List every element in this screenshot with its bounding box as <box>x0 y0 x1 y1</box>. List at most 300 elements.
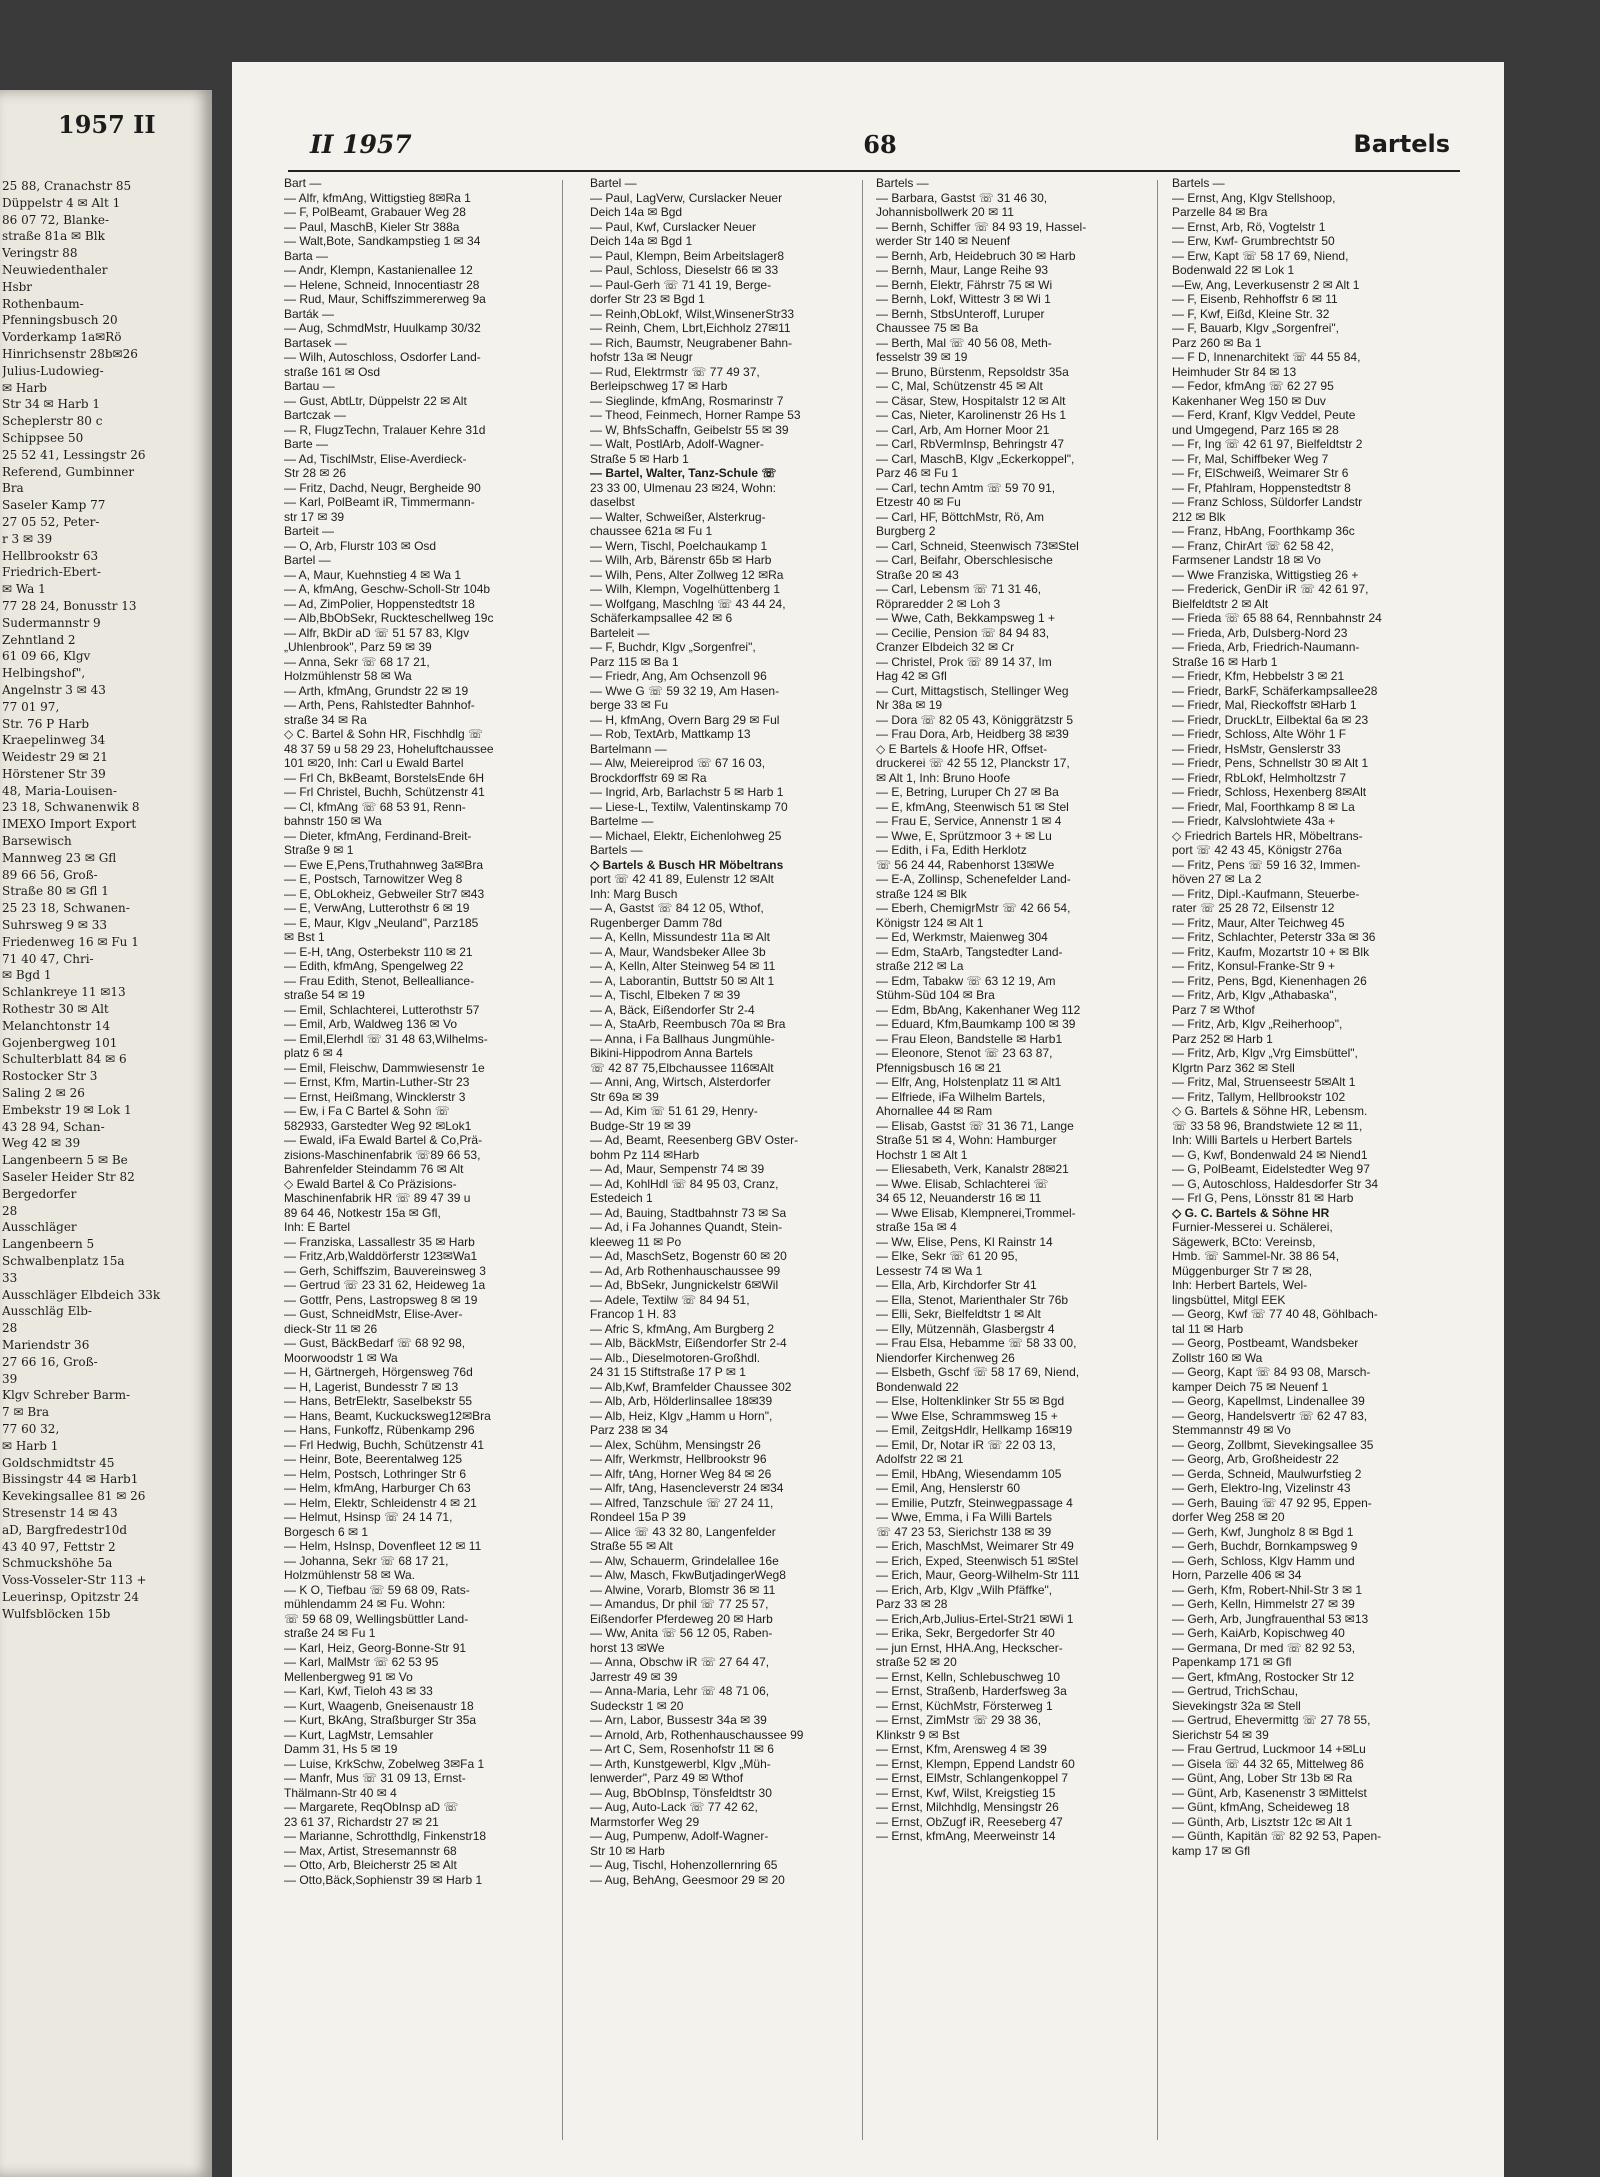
directory-entry: Bartels — <box>876 176 929 190</box>
directory-entry: — Rud, Elektrmstr ☏ 77 49 37, <box>590 364 760 379</box>
directory-entry: — Gisela ☏ 44 32 65, Mittelweg 86 <box>1172 1756 1364 1771</box>
directory-entry: — Cecilie, Pension ☏ 84 94 83, <box>876 625 1050 640</box>
directory-entry: — Wwe, Emma, i Fa Willi Bartels <box>876 1510 1053 1524</box>
left-page-line: 27 05 52, Peter- <box>2 514 100 529</box>
left-page-line: Ausschläger Elbdeich 33k <box>2 1287 161 1302</box>
header-name: Bartels <box>1353 130 1450 158</box>
directory-entry: Stühm-Süd 104 ✉ Bra <box>876 988 995 1002</box>
directory-entry: — Georg, Handelsvertr ☏ 62 47 83, <box>1172 1408 1368 1423</box>
directory-entry: — Frieda, Arb, Dulsberg-Nord 23 <box>1172 625 1348 640</box>
directory-entry: ◇ Friedrich Bartels HR, Möbeltrans- <box>1172 828 1363 843</box>
directory-entry: — A, Maur, Wandsbeker Allee 3b <box>590 944 766 959</box>
directory-entry: daselbst <box>590 495 635 509</box>
directory-entry: — Frl Christel, Buchh, Schützenstr 41 <box>284 785 485 799</box>
directory-entry: — Wolfgang, Maschlng ☏ 43 44 24, <box>590 596 786 611</box>
left-page-line: Voss-Vosseler-Str 113 + <box>2 1573 147 1588</box>
directory-entry: Bahrenfelder Steindamm 76 ✉ Alt <box>284 1162 464 1176</box>
directory-entry: — Paul, Schloss, Dieselstr 66 ✉ 33 <box>590 263 779 277</box>
directory-entry: — Wwe, E, Sprützmoor 3 + ✉ Lu <box>876 828 1052 843</box>
left-page-line: Hinrichsenstr 28b✉26 <box>2 346 138 361</box>
directory-entry: — Arth, Pens, Rahlstedter Bahnhof- <box>284 698 475 712</box>
directory-entry: Klgrtn Parz 362 ✉ Stell <box>1172 1060 1295 1075</box>
directory-entry: — A, Kelln, Missundestr 11a ✉ Alt <box>590 930 770 944</box>
left-page-line: Kraepelinweg 34 <box>2 733 106 748</box>
directory-entry: — Fr, Mal, Schiffbeker Weg 7 <box>1172 451 1329 466</box>
directory-entry: — Alfr, kfmAng, Wittigstieg 8✉Ra 1 <box>284 190 471 205</box>
directory-entry: Inh: E Bartel <box>284 1220 351 1234</box>
directory-entry: — F, PolBeamt, Grabauer Weg 28 <box>284 205 466 219</box>
directory-entry: Straße 16 ✉ Harb 1 <box>1172 654 1278 669</box>
directory-entry: — Gertrud ☏ 23 31 62, Heideweg 1a <box>284 1278 486 1292</box>
directory-entry: 101 ✉20, Inh: Carl u Ewald Bartel <box>284 756 464 770</box>
directory-entry: Parz 7 ✉ Wthof <box>1172 1002 1255 1017</box>
directory-entry: — Edith, kfmAng, Spengelweg 22 <box>284 959 464 973</box>
directory-entry: — Ernst, ZimMstr ☏ 29 38 36, <box>876 1713 1042 1727</box>
directory-entry: — Erich,Arb,Julius-Ertel-Str21 ✉Wi 1 <box>876 1611 1074 1626</box>
directory-entry: — Gerh, Schiffszim, Bauvereinsweg 3 <box>284 1263 486 1278</box>
left-page-line: 77 28 24, Bonusstr 13 <box>2 598 137 613</box>
directory-entry: — Alfr, tAng, Hasencleverstr 24 ✉34 <box>590 1481 784 1495</box>
left-page-line: Vorderkamp 1a✉Rö <box>2 330 122 345</box>
directory-entry: — Bernh, Elektr, Fährstr 75 ✉ Wi <box>876 277 1053 292</box>
directory-entry: — W, BhfsSchaffn, Geibelstr 55 ✉ 39 <box>590 422 789 437</box>
directory-entry: Rugenberger Damm 78d <box>590 915 723 930</box>
directory-entry: straße 24 ✉ Fu 1 <box>284 1626 376 1640</box>
directory-entry: — A, Kelln, Alter Steinweg 54 ✉ 11 <box>590 959 776 973</box>
directory-entry: Parz 46 ✉ Fu 1 <box>876 466 959 480</box>
left-page-line: Schulterblatt 84 ✉ 6 <box>2 1052 127 1067</box>
directory-entry: Berleipschweg 17 ✉ Harb <box>590 379 728 393</box>
directory-entry: — Friedr, RbLokf, Helmholtzstr 7 <box>1172 770 1347 785</box>
directory-entry: — Bernh, Schiffer ☏ 84 93 19, Hassel- <box>876 219 1087 234</box>
directory-entry: — Gerh, Schloss, Klgv Hamm und <box>1172 1553 1355 1568</box>
directory-entry: — Germana, Dr med ☏ 82 92 53, <box>1172 1640 1356 1655</box>
directory-entry: — Alb,BbObSekr, Ruckteschellweg 19c <box>284 611 494 625</box>
directory-entry: — Ad, Arb Rothenhauschaussee 99 <box>590 1263 781 1278</box>
directory-entry: — Adele, Textilw ☏ 84 94 51, <box>590 1292 750 1307</box>
directory-entry: — Alw, Meiereiprod ☏ 67 16 03, <box>590 756 766 770</box>
directory-entry: — Aug, BehAng, Geesmoor 29 ✉ 20 <box>590 1872 785 1887</box>
directory-entry: Straße 5 ✉ Harb 1 <box>590 451 689 466</box>
directory-entry: — Ad, MaschSetz, Bogenstr 60 ✉ 20 <box>590 1249 787 1263</box>
left-page-line: Suhrsweg 9 ✉ 33 <box>2 918 108 933</box>
left-page-line: Leuerinsp, Opitzstr 24 <box>2 1589 139 1604</box>
directory-entry: ◇ E Bartels & Hoofe HR, Offset- <box>876 741 1048 756</box>
directory-entry: — Wwe, Cath, Bekkampsweg 1 + <box>876 611 1056 625</box>
directory-entry: ☏ 56 24 44, Rabenhorst 13✉We <box>876 857 1055 872</box>
directory-entry: Kakenhaner Weg 150 ✉ Duv <box>1172 393 1326 408</box>
directory-entry: — Erich, Maur, Georg-Wilhelm-Str 111 <box>876 1568 1080 1582</box>
directory-entry: zisions-Maschinenfabrik ☏89 66 53, <box>284 1147 481 1162</box>
directory-entry: — Frl G, Pens, Lönsstr 81 ✉ Harb <box>1172 1191 1354 1205</box>
directory-entry: — Edm, Tabakw ☏ 63 12 19, Am <box>876 973 1056 988</box>
directory-entry: Rondeel 15a P 39 <box>590 1510 686 1524</box>
directory-entry: Bielfeldtstr 2 ✉ Alt <box>1172 596 1269 611</box>
directory-entry: — Carl, Arb, Am Horner Moor 21 <box>876 422 1050 437</box>
directory-entry: fesselstr 39 ✉ 19 <box>876 350 968 364</box>
directory-entry: — Ingrid, Arb, Barlachstr 5 ✉ Harb 1 <box>590 785 784 799</box>
header-year: II 1957 <box>310 130 412 159</box>
directory-entry: Bartczak — <box>284 408 347 422</box>
directory-entry: chaussee 621a ✉ Fu 1 <box>590 524 713 538</box>
left-page-line: 77 60 32, <box>2 1421 60 1436</box>
column-3 <box>876 176 1134 2136</box>
directory-entry: — Gerh, Arb, Jungfrauenthal 53 ✉13 <box>1172 1611 1369 1626</box>
directory-entry: Straße 55 ✉ Alt <box>590 1539 673 1553</box>
left-page-line: Angelnstr 3 ✉ 43 <box>2 682 106 697</box>
directory-entry: Budge-Str 19 ✉ 39 <box>590 1118 691 1133</box>
directory-entry: — Erich, MaschMst, Weimarer Str 49 <box>876 1539 1074 1553</box>
directory-entry: ◇ G. Bartels & Söhne HR, Lebensm. <box>1172 1104 1368 1118</box>
directory-entry: — Gust, SchneidMstr, Elise-Aver- <box>284 1307 463 1321</box>
directory-entry: — Franziska, Lassallestr 35 ✉ Harb <box>284 1234 475 1249</box>
directory-entry: — Fr, ElSchweiß, Weimarer Str 6 <box>1172 466 1349 480</box>
directory-entry: — Elisab, Gastst ☏ 31 36 71, Lange <box>876 1118 1074 1133</box>
left-page-line: Langenbeern 5 <box>2 1237 95 1252</box>
directory-entry: — Kurt, LagMstr, Lemsahler <box>284 1727 434 1742</box>
directory-entry: Moorwoodstr 1 ✉ Wa <box>284 1350 398 1365</box>
directory-entry: — Carl, HF, BöttchMstr, Rö, Am <box>876 509 1045 524</box>
directory-entry: — Anni, Ang, Wirtsch, Alsterdorfer <box>590 1075 771 1089</box>
directory-entry: mühlendamm 24 ✉ Fu. Wohn: <box>284 1597 446 1611</box>
directory-entry: Bartelmann — <box>590 741 667 756</box>
left-page-line: 48, Maria-Louisen- <box>2 783 117 798</box>
directory-entry: — Fritz, Maur, Alter Teichweg 45 <box>1172 915 1345 930</box>
directory-entry: — Alb., Dieselmotoren-Großhdl. <box>590 1350 761 1365</box>
directory-entry: — Ernst, Arb, Rö, Vogtelstr 1 <box>1172 219 1326 234</box>
directory-entry: Thälmann-Str 40 ✉ 4 <box>284 1785 397 1800</box>
directory-entry: — Dieter, kfmAng, Ferdinand-Breit- <box>284 828 472 843</box>
directory-entry: — Berth, Mal ☏ 40 56 08, Meth- <box>876 335 1052 350</box>
directory-entry: Heimhuder Str 84 ✉ 13 <box>1172 364 1297 379</box>
directory-entry: dorfer Weg 258 ✉ 20 <box>1172 1510 1285 1524</box>
directory-entry: Parz 33 ✉ 28 <box>876 1597 948 1611</box>
directory-entry: — Aug, BbObInsp, Tönsfeldtstr 30 <box>590 1785 772 1800</box>
directory-entry: — Rud, Maur, Schiffszimmererweg 9a <box>284 292 486 306</box>
directory-entry: — E, ObLokheiz, Gebweiler Str7 ✉43 <box>284 886 485 901</box>
directory-entry: dorfer Str 23 ✉ Bgd 1 <box>590 292 705 306</box>
directory-entry: — Hans, Funkoffz, Rübenkamp 296 <box>284 1423 475 1437</box>
directory-entry: — jun Ernst, HHA.Ang, Heckscher- <box>876 1640 1063 1655</box>
left-page-line: Mannweg 23 ✉ Gfl <box>2 850 117 865</box>
directory-entry: Barta — <box>284 248 329 263</box>
directory-entry: — Günt, Arb, Kasenenstr 3 ✉Mittelst <box>1172 1785 1367 1800</box>
directory-entry: Bodenwald 22 ✉ Lok 1 <box>1172 263 1295 277</box>
directory-entry: — Eliesabeth, Verk, Kanalstr 28✉21 <box>876 1162 1069 1176</box>
directory-entry: — Günt, kfmAng, Scheideweg 18 <box>1172 1800 1350 1814</box>
directory-entry: Adolfstr 22 ✉ 21 <box>876 1452 964 1466</box>
left-page-lines <box>2 178 208 1623</box>
directory-entry: tal 11 ✉ Harb <box>1172 1321 1244 1336</box>
directory-entry: — Gerh, Buchdr, Bornkampsweg 9 <box>1172 1539 1358 1553</box>
left-page-line: Rothenbaum- <box>2 296 84 311</box>
directory-entry: — Günth, Arb, Lisztstr 12c ✉ Alt 1 <box>1172 1814 1353 1829</box>
directory-entry: bohm Pz 114 ✉Harb <box>590 1147 700 1162</box>
directory-entry: — Carl, techn Amtm ☏ 59 70 91, <box>876 480 1056 495</box>
left-page-header: 1957 II <box>58 110 156 139</box>
directory-entry: — Fr, Pfahlram, Hoppenstedtstr 8 <box>1172 480 1351 495</box>
directory-entry: — Fritz, Dipl.-Kaufmann, Steuerbe- <box>1172 886 1360 901</box>
directory-entry: — Georg, Kapellmst, Lindenallee 39 <box>1172 1394 1365 1408</box>
directory-entry: — A, Maur, Kuehnstieg 4 ✉ Wa 1 <box>284 567 462 582</box>
directory-entry: Röpraredder 2 ✉ Loh 3 <box>876 596 1001 611</box>
directory-entry: — Michael, Elektr, Eichenlohweg 25 <box>590 828 782 843</box>
directory-entry: — Edith, i Fa, Edith Herklotz <box>876 843 1027 857</box>
directory-entry: — Marianne, Schrotthdlg, Finkenstr18 <box>284 1829 487 1843</box>
directory-entry: Chaussee 75 ✉ Ba <box>876 321 979 335</box>
directory-entry: Horn, Parzelle 406 ✉ 34 <box>1172 1568 1302 1582</box>
directory-entry: port ☏ 42 43 45, Königstr 276a <box>1172 843 1342 857</box>
directory-entry: — Carl, MaschB, Klgv „Eckerkoppel", <box>876 451 1075 466</box>
directory-entry: 23 33 00, Ulmenau 23 ✉24, Wohn: <box>590 480 776 495</box>
page-number: 68 <box>863 130 897 159</box>
directory-entry: — Eleonore, Stenot ☏ 23 63 87, <box>876 1046 1053 1060</box>
directory-entry: Maschinenfabrik HR ☏ 89 47 39 u <box>284 1191 471 1205</box>
directory-entry: horst 13 ✉We <box>590 1640 665 1655</box>
directory-entry: — E, Betring, Luruper Ch 27 ✉ Ba <box>876 785 1059 799</box>
directory-entry: — F, Buchdr, Klgv „Sorgenfrei", <box>590 640 756 654</box>
directory-entry: — Bernh, Lokf, Wittestr 3 ✉ Wi 1 <box>876 292 1051 306</box>
directory-entry: — Friedr, Mal, Rieckoffstr ✉Harb 1 <box>1172 698 1357 712</box>
directory-entry: Zollstr 160 ✉ Wa <box>1172 1350 1263 1365</box>
directory-entry: Straße 20 ✉ 43 <box>876 567 959 582</box>
directory-entry: — Paul, MaschB, Kieler Str 388a <box>284 219 460 234</box>
directory-entry: — Frederick, GenDir iR ☏ 42 61 97, <box>1172 582 1369 596</box>
directory-entry: ◇ C. Bartel & Sohn HR, Fischhdlg ☏ <box>284 727 483 741</box>
directory-entry: — Curt, Mittagstisch, Stellinger Weg <box>876 683 1069 698</box>
directory-entry: — Otto,Bäck,Sophienstr 39 ✉ Harb 1 <box>284 1872 483 1887</box>
directory-entry: — F, Eisenb, Rehhoffstr 6 ✉ 11 <box>1172 292 1338 306</box>
directory-entry: straße 212 ✉ La <box>876 959 964 973</box>
directory-entry: straße 54 ✉ 19 <box>284 988 365 1002</box>
directory-entry: — Bernh, Maur, Lange Reihe 93 <box>876 263 1049 277</box>
directory-entry: ✉ Alt 1, Inh: Bruno Hoofe <box>876 770 1011 785</box>
directory-entry: Borgesch 6 ✉ 1 <box>284 1524 369 1539</box>
directory-entry: — Bartel, Walter, Tanz-Schule ☏ <box>590 466 777 480</box>
directory-entry: Ahornallee 44 ✉ Ram <box>876 1104 993 1118</box>
directory-entry: — Alfr, BkDir aD ☏ 51 57 83, Klgv <box>284 625 470 640</box>
left-page-line: 43 28 94, Schan- <box>2 1119 105 1134</box>
directory-entry: — Erika, Sekr, Bergedorfer Str 40 <box>876 1626 1055 1640</box>
directory-entry: Mellenbergweg 91 ✉ Vo <box>284 1669 413 1684</box>
directory-entry: — Günt, Ang, Lober Str 13b ✉ Ra <box>1172 1771 1353 1785</box>
directory-entry: Etzestr 40 ✉ Fu <box>876 495 961 509</box>
directory-entry: — G, PolBeamt, Eidelstedter Weg 97 <box>1172 1162 1370 1176</box>
left-page-line: Saseler Kamp 77 <box>2 498 106 513</box>
directory-entry: — Paul, Kwf, Curslacker Neuer <box>590 219 757 234</box>
directory-entry: — Ferd, Kranf, Klgv Veddel, Peute <box>1172 408 1356 422</box>
directory-entry: druckerei ☏ 42 55 12, Planckstr 17, <box>876 756 1070 770</box>
directory-entry: — Helene, Schneid, Innocentiastr 28 <box>284 277 480 292</box>
directory-entry: — Aug, Tischl, Hohenzollernring 65 <box>590 1858 778 1872</box>
directory-entry: — Fr, Ing ☏ 42 61 97, Bielfeldtstr 2 <box>1172 437 1363 451</box>
directory-entry: — Frau Edith, Stenot, Bellealliance- <box>284 973 475 988</box>
directory-entry: — Frau Gertrud, Luckmoor 14 +✉Lu <box>1172 1742 1366 1756</box>
directory-entry: — Andr, Klempn, Kastanienallee 12 <box>284 263 473 277</box>
directory-entry: Straße 51 ✉ 4, Wohn: Hamburger <box>876 1133 1057 1147</box>
directory-entry: Lessestr 74 ✉ Wa 1 <box>876 1263 983 1278</box>
directory-entry: — Wilh, Pens, Alter Zollweg 12 ✉Ra <box>590 567 784 582</box>
directory-entry: Bondenwald 22 <box>876 1379 959 1394</box>
left-page-line: Stresenstr 14 ✉ 43 <box>2 1505 118 1520</box>
directory-entry: — Ad, KohlHdl ☏ 84 95 03, Cranz, <box>590 1176 779 1191</box>
directory-entry: Sägewerk, BCto: Vereinsb, <box>1172 1234 1316 1249</box>
directory-entry: Bartau — <box>284 379 335 393</box>
left-page-line: Rothestr 30 ✉ Alt <box>2 1002 109 1017</box>
left-page-line: Schippsee 50 <box>2 430 84 445</box>
directory-entry: — Georg, Kwf ☏ 77 40 48, Göhlbach- <box>1172 1307 1378 1321</box>
left-page-line: Schwalbenplatz 15a <box>2 1254 125 1268</box>
directory-entry: — Dora ☏ 82 05 43, Königgrätzstr 5 <box>876 712 1074 727</box>
directory-entry: — Paul-Gerh ☏ 71 41 19, Berge- <box>590 277 772 292</box>
directory-entry: ◇ Ewald Bartel & Co Präzisions- <box>284 1176 457 1191</box>
directory-entry: — Fritz, Kaufm, Mozartstr 10 + ✉ Blk <box>1172 944 1370 959</box>
directory-entry: „Uhlenbrook", Parz 59 ✉ 39 <box>284 640 432 654</box>
directory-entry: — Friedr, Kalvslohtwiete 43a + <box>1172 814 1336 828</box>
directory-entry: — Franz, HbAng, Foorthkamp 36c <box>1172 524 1355 538</box>
directory-entry: — Ad, BbSekr, Jungnickelstr 6✉Wil <box>590 1278 779 1292</box>
directory-entry: port ☏ 42 41 89, Eulenstr 12 ✉Alt <box>590 872 774 886</box>
directory-entry: 34 65 12, Neuanderstr 16 ✉ 11 <box>876 1191 1042 1205</box>
directory-entry: — Wern, Tischl, Poelchaukamp 1 <box>590 538 768 553</box>
directory-entry: rater ☏ 25 28 72, Eilsenstr 12 <box>1172 901 1335 915</box>
directory-entry: 24 31 15 Stiftstraße 17 P ✉ 1 <box>590 1365 746 1379</box>
directory-entry: ☏ 47 23 53, Sierichstr 138 ✉ 39 <box>876 1524 1052 1539</box>
directory-entry: — Georg, Zollbmt, Sievekingsallee 35 <box>1172 1437 1374 1452</box>
column-divider <box>1157 180 1158 2140</box>
directory-entry: platz 6 ✉ 4 <box>284 1046 343 1060</box>
left-page-line: IMEXO Import Export <box>2 817 137 832</box>
directory-entry: — Erw, Kapt ☏ 58 17 69, Niend, <box>1172 248 1349 263</box>
directory-entry: — Gerh, Bauing ☏ 47 92 95, Eppen- <box>1172 1495 1372 1510</box>
directory-entry: — Frau Elsa, Hebamme ☏ 58 33 00, <box>876 1336 1077 1350</box>
directory-entry: — Kurt, BkAng, Straßburger Str 35a <box>284 1713 477 1727</box>
directory-entry: — Walter, Schweißer, Alsterkrug- <box>590 509 766 524</box>
left-page-line: 77 01 97, <box>2 699 60 714</box>
left-page-line: Düppelstr 4 ✉ Alt 1 <box>2 195 121 210</box>
directory-entry: — Paul, Klempn, Beim Arbeitslager8 <box>590 248 785 263</box>
directory-entry: ◇ G. C. Bartels & Söhne HR <box>1172 1205 1330 1220</box>
left-page-line: Bergedorfer <box>2 1186 77 1201</box>
directory-entry: — Ernst, Straßenb, Harderfsweg 3a <box>876 1684 1067 1698</box>
directory-entry: Str 10 ✉ Harb <box>590 1843 665 1858</box>
directory-entry: Damm 31, Hs 5 ✉ 19 <box>284 1742 398 1756</box>
left-page-line: 25 23 18, Schwanen- <box>2 901 130 916</box>
directory-entry: str 17 ✉ 39 <box>284 509 345 524</box>
directory-entry: Inh: Willi Bartels u Herbert Bartels <box>1172 1133 1353 1147</box>
directory-entry: ✉ Bst 1 <box>284 930 325 944</box>
directory-entry: — Günth, Kapitän ☏ 82 92 53, Papen- <box>1172 1829 1382 1843</box>
directory-entry: — Anna, i Fa Ballhaus Jungmühle- <box>590 1031 775 1046</box>
directory-entry: — Elfriede, iFa Wilhelm Bartels, <box>876 1089 1046 1104</box>
directory-entry: — Karl, PolBeamt iR, Timmermann- <box>284 495 475 509</box>
left-page-line: Gojenbergweg 101 <box>2 1035 118 1050</box>
directory-entry: — Fritz, Arb, Klgv „Athabaska", <box>1172 988 1337 1002</box>
directory-entry: — Frieda ☏ 65 88 64, Rennbahnstr 24 <box>1172 611 1382 625</box>
left-page-line: Bissingstr 44 ✉ Harb1 <box>2 1472 139 1487</box>
directory-entry: Francop 1 H. 83 <box>590 1307 677 1321</box>
directory-entry: — Georg, Postbeamt, Wandsbeker <box>1172 1336 1359 1350</box>
directory-entry: Bartels — <box>1172 176 1225 190</box>
directory-entry: — A, Bäck, Eißendorfer Str 2-4 <box>590 1002 755 1017</box>
directory-entry: — Max, Artist, Stresemannstr 68 <box>284 1843 457 1858</box>
directory-entry: — Arn, Labor, Bussestr 34a ✉ 39 <box>590 1713 767 1727</box>
directory-entry: — C, Mal, Schützenstr 45 ✉ Alt <box>876 379 1043 393</box>
directory-entry: — Ernst, Ang, Klgv Stellshoop, <box>1172 190 1336 205</box>
left-page-line: 25 88, Cranachstr 85 <box>2 179 132 193</box>
directory-entry: — Carl, Lebensm ☏ 71 31 46, <box>876 582 1042 596</box>
directory-entry: — E, Postsch, Tarnowitzer Weg 8 <box>284 872 463 886</box>
directory-entry: — Fritz, Dachd, Neugr, Bergheide 90 <box>284 480 481 495</box>
directory-entry: — Friedr, HsMstr, Genslerstr 33 <box>1172 741 1341 756</box>
left-page-line: ✉ Harb <box>2 380 47 395</box>
directory-entry: — Erich, Exped, Steenwisch 51 ✉Stel <box>876 1553 1079 1568</box>
directory-entry: — Helm, Elektr, Schleidenstr 4 ✉ 21 <box>284 1495 477 1510</box>
directory-entry: — Georg, Kapt ☏ 84 93 08, Marsch- <box>1172 1365 1371 1379</box>
directory-entry: — Emil, Ang, Henslerstr 60 <box>876 1481 1021 1495</box>
directory-entry: — Sieglinde, kfmAng, Rosmarinstr 7 <box>590 393 784 408</box>
directory-entry: straße 161 ✉ Osd <box>284 364 381 379</box>
directory-entry: — E-A, Zollinsp, Schenefelder Land- <box>876 872 1071 886</box>
directory-entry: Farmsener Landstr 18 ✉ Vo <box>1172 553 1321 567</box>
directory-entry: — Bernh, StbsUnteroff, Luruper <box>876 306 1045 321</box>
directory-entry: — Alex, Schühm, Mensingstr 26 <box>590 1437 761 1452</box>
directory-entry: — Arnold, Arb, Rothenhauschaussee 99 <box>590 1727 804 1742</box>
directory-entry: — Fedor, kfmAng ☏ 62 27 95 <box>1172 379 1334 393</box>
directory-entry: — Frl Ch, BkBeamt, BorstelsEnde 6H <box>284 770 485 785</box>
left-page-line: 33 <box>2 1270 18 1285</box>
left-page-line: Embekstr 19 ✉ Lok 1 <box>2 1102 132 1117</box>
directory-entry: — Alb,Kwf, Bramfelder Chaussee 302 <box>590 1379 792 1394</box>
directory-entry: höven 27 ✉ La 2 <box>1172 872 1262 886</box>
left-page-line: Friedrich-Ebert- <box>2 565 101 580</box>
directory-entry: — Ad, i Fa Johannes Quandt, Stein- <box>590 1220 783 1234</box>
directory-entry: — Amandus, Dr phil ☏ 77 25 57, <box>590 1597 769 1611</box>
left-page-line: Pfenningsbusch 20 <box>2 313 118 328</box>
directory-entry: kamp 17 ✉ Gfl <box>1172 1843 1251 1858</box>
left-page-line: 25 52 41, Lessingstr 26 <box>2 447 146 462</box>
directory-entry: — Helm, Postsch, Lothringer Str 6 <box>284 1466 467 1481</box>
directory-entry: Stemmannstr 49 ✉ Vo <box>1172 1423 1291 1437</box>
directory-entry: Brockdorffstr 69 ✉ Ra <box>590 770 707 785</box>
directory-entry: — Gust, BäckBedarf ☏ 68 92 98, <box>284 1336 466 1350</box>
left-page-line: Wulfsblöcken 15b <box>2 1606 111 1621</box>
directory-entry: — Fritz, Arb, Klgv „Reiherhoop", <box>1172 1017 1343 1031</box>
directory-entry: Königstr 124 ✉ Alt 1 <box>876 915 984 930</box>
directory-entry: —Ew, Ang, Leverkusenstr 2 ✉ Alt 1 <box>1172 277 1360 292</box>
directory-entry: Holzmühlenstr 58 ✉ Wa <box>284 669 412 683</box>
directory-entry: — Erich, Arb, Klgv „Wilh Pfäffke", <box>876 1582 1053 1597</box>
directory-entry: — Reinh,ObLokf, Wilst,WinsenerStr33 <box>590 306 795 321</box>
directory-entry: — Helm, HsInsp, Dovenfleet 12 ✉ 11 <box>284 1539 482 1553</box>
directory-entry: — Aug, Pumpenw, Adolf-Wagner- <box>590 1829 769 1843</box>
directory-entry: — G, Autoschloss, Haldesdorfer Str 34 <box>1172 1176 1379 1191</box>
directory-entry: — A, Tischl, Elbeken 7 ✉ 39 <box>590 988 741 1002</box>
directory-entry: — Karl, Heiz, Georg-Bonne-Str 91 <box>284 1640 467 1655</box>
directory-entry: Straße 9 ✉ 1 <box>284 843 354 857</box>
left-page-line: r 3 ✉ 39 <box>2 531 53 546</box>
directory-entry: — Emil, Dr, Notar iR ☏ 22 03 13, <box>876 1437 1056 1452</box>
directory-entry: — Ernst, Kfm, Martin-Luther-Str 23 <box>284 1075 470 1089</box>
directory-entry: — Ella, Stenot, Marienthaler Str 76b <box>876 1292 1069 1307</box>
directory-entry: — H, kfmAng, Overn Barg 29 ✉ Ful <box>590 712 780 727</box>
directory-entry: 48 37 59 u 58 29 23, Hoheluftchaussee <box>284 741 494 756</box>
directory-entry: — Aug, SchmdMstr, Huulkamp 30/32 <box>284 321 481 335</box>
directory-entry: Furnier-Messerei u. Schälerei, <box>1172 1220 1333 1234</box>
directory-entry: — Gerh, Kfm, Robert-Nhil-Str 3 ✉ 1 <box>1172 1582 1363 1597</box>
directory-entry: — Otto, Arb, Bleicherstr 25 ✉ Alt <box>284 1858 457 1872</box>
directory-entry: — Elly, Mützennäh, Glasbergstr 4 <box>876 1321 1055 1336</box>
